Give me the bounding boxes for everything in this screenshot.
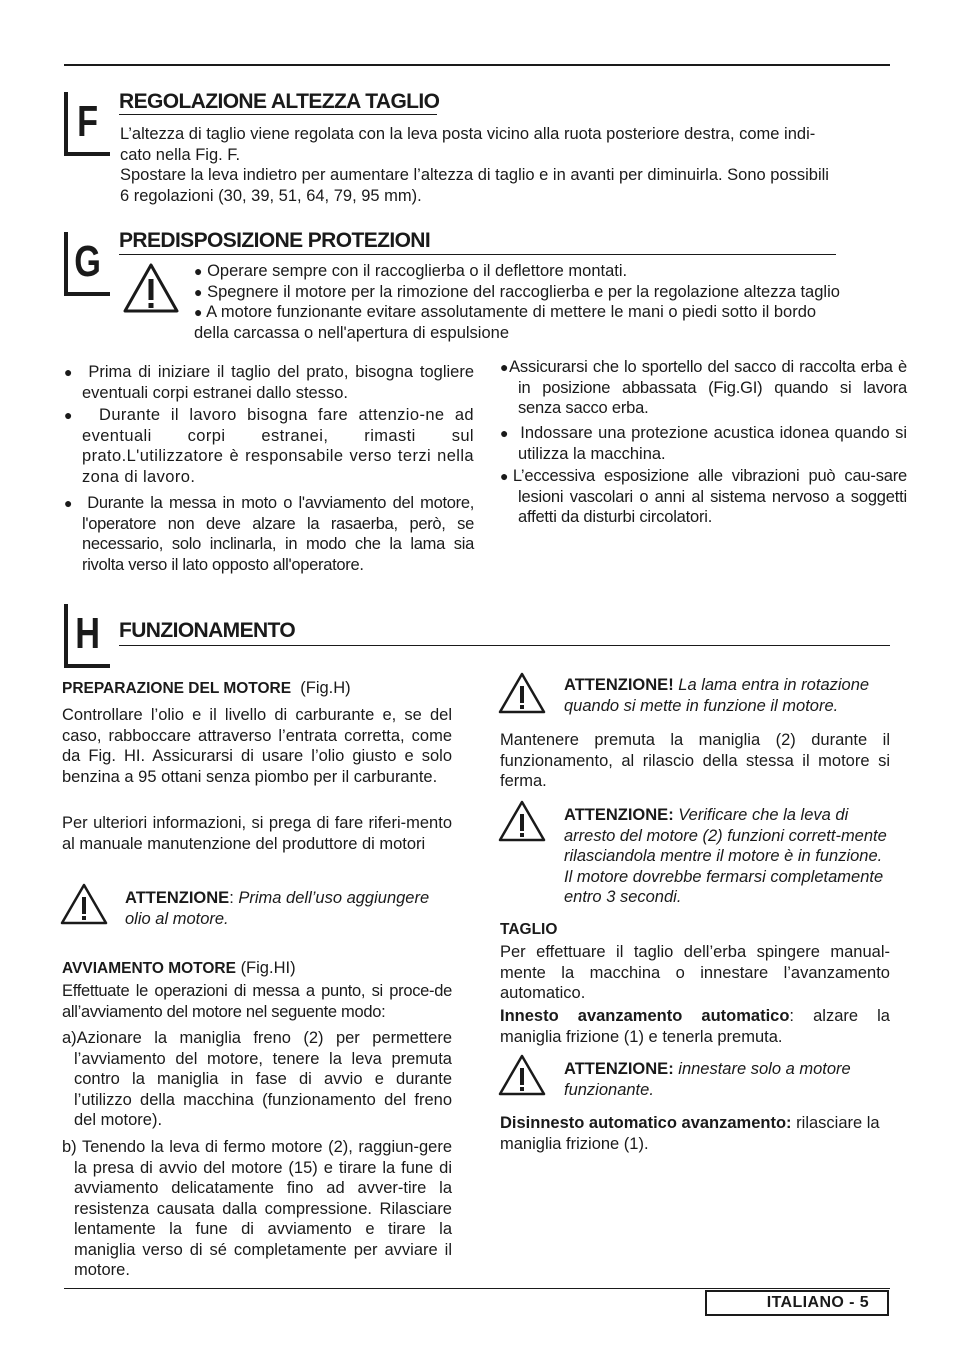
prep-title: PREPARAZIONE DEL MOTORE xyxy=(62,680,292,697)
prep-heading xyxy=(62,678,351,700)
attention-blade-label: ATTENZIONE! xyxy=(564,676,674,694)
g-left-bullet-1-text: Prima di iniziare il taglio del prato, bisogna togliere eventuali corpi estranei dallo stesso. xyxy=(82,363,474,402)
attention-oil-label: ATTENZIONE xyxy=(125,889,230,907)
g-warning-line-1: ● Operare sempre con il raccoglierba o il deflettore montati. xyxy=(194,262,628,280)
section-h-title: FUNZIONAMENTO xyxy=(119,619,296,642)
g-right-bullet-2-text: Indossare una protezione acustica idonea quando si utilizza la macchina. xyxy=(518,424,908,463)
g-left-bullet-1: ● Prima di iniziare il taglio del prato, bisogna togliere eventuali corpi estranei dallo stesso. xyxy=(64,363,474,402)
disinnesto-paragraph xyxy=(500,1113,890,1154)
section-f-letter-box xyxy=(64,92,110,156)
taglio-title: TAGLIO xyxy=(500,921,558,938)
section-h-letter-box xyxy=(64,604,110,668)
section-f-letter: F xyxy=(77,97,99,146)
page-footer-label: ITALIANO - 5 xyxy=(705,1290,889,1316)
section-f-line-1: L’altezza di taglio viene regolata con la leva posta vicino alla ruota posteriore destra, come indi- xyxy=(120,125,816,143)
warning-triangle-icon xyxy=(498,1054,546,1096)
section-f-title-underline xyxy=(119,114,437,115)
avv-step-b: b) Tenendo la leva di fermo motore (2), raggiun-gere la presa di avvio del motore (15) e tirare la fune di avviamento delicatamente fino ad avver-tire la resistenza causata dalla compressione. Rilasciare lentamente la fune di avviamento e tirare la maniglia verso di sé completamente per avviare il motore. xyxy=(62,1138,452,1279)
attention-engage-text: innestare solo a motore funzionante. xyxy=(564,1060,851,1099)
section-f-line-4: 6 regolazioni (30, 39, 51, 64, 79, 95 mm). xyxy=(120,187,422,205)
prep-paragraph-2: Per ulteriori informazioni, si prega di fare riferi-mento al manuale manutenzione del produttore di motori xyxy=(62,814,452,853)
section-f-line-3: Spostare la leva indietro per aumentare l’altezza di taglio e in avanti per diminuirla. Sono possibili xyxy=(120,166,829,184)
avv-heading xyxy=(62,958,296,980)
g-right-bullet-3: ●L’eccessiva esposizione alle vibrazioni può cau-sare lesioni vascolari o anni al sistema nervoso a soggetti affetti da disturbi circolatori. xyxy=(500,467,907,526)
attention-stop-lever-note xyxy=(564,805,890,908)
g-warning-text-2: Spegnere il motore per la rimozione del raccoglierba e per la regolazione altezza taglio xyxy=(207,283,840,301)
section-g-letter: G xyxy=(74,237,101,286)
attention-engage-label: ATTENZIONE: xyxy=(564,1060,674,1078)
prep-fig: (Fig.H) xyxy=(300,679,351,697)
g-right-bullet-1-text: Assicurarsi che lo sportello del sacco di raccolta erba è in posizione abbassata (Fig.GI) quando si lavora senza sacco erba. xyxy=(509,358,907,417)
section-f-line-2: cato nella Fig. F. xyxy=(120,146,241,164)
taglio-paragraph: Per effettuare il taglio dell’erba spingere manual-mente la macchina o innestare l’avanzamento automatico. xyxy=(500,943,890,1002)
g-warning-text-3a: A motore funzionante evitare assolutamente di mettere le mani o piedi sotto il bordo xyxy=(206,303,817,321)
prep-paragraph-1: Controllare l’olio e il livello di carburante e, se del caso, rabboccare attraverso l’entrata corretta, come da Fig. HI. Assicurarsi di usare l’olio giusto e solo benzina a 95 ottani senza piombo per il carburante. xyxy=(62,706,452,786)
attention-oil-text: Prima dell’uso aggiungere olio al motore. xyxy=(125,889,430,928)
g-warning-text-1: Operare sempre con il raccoglierba o il deflettore montati. xyxy=(207,262,628,280)
section-h-letter: H xyxy=(75,609,100,658)
avv-step-a: a)Azionare la maniglia freno (2) per permettere l’avviamento del motore, tenere la leva premuta contro la maniglia in fase di avvio e durante l’utilizzo della macchina (funzionamento del freno del motore). xyxy=(62,1029,452,1129)
g-left-bullet-2-text: Durante il lavoro bisogna fare attenzio-ne ad eventuali corpi estranei, rimasti sul prato.L'utilizzatore è responsabile verso terzi nella zona di lavoro. xyxy=(82,406,475,486)
g-warning-line-3: ● A motore funzionante evitare assolutamente di mettere le mani o piedi sotto il bordo xyxy=(194,303,817,321)
warning-triangle-icon xyxy=(498,800,546,842)
avv-fig: (Fig.HI) xyxy=(240,959,296,977)
g-left-bullet-3-text: Durante la messa in moto o l'avviamento del motore, l'operatore non deve alzare la rasaerba, però, se necessario, solo inclinarla, in modo che la lama sia rivolta verso il lato opposto all'operatore. xyxy=(82,494,474,574)
attention-blade-note xyxy=(564,675,890,716)
attention-blade-text: La lama entra in rotazione quando si mette in funzione il motore. xyxy=(564,676,870,715)
section-f-title: REGOLAZIONE ALTEZZA TAGLIO xyxy=(119,90,440,113)
attention-engage-note xyxy=(564,1059,890,1100)
section-g-title: PREDISPOSIZIONE PROTEZIONI xyxy=(119,229,431,252)
top-rule xyxy=(64,64,890,66)
g-right-bullet-3-text: L’eccessiva esposizione alle vibrazioni può cau-sare lesioni vascolari o anni al sistema nervoso a soggetti affetti da disturbi circolatori. xyxy=(512,467,907,526)
g-right-bullet-1: ●Assicurarsi che lo sportello del sacco di raccolta erba è in posizione abbassata (Fig.GI) quando si lavora senza sacco erba. xyxy=(500,358,907,417)
attention-stop-lever-label: ATTENZIONE: xyxy=(564,806,674,824)
section-h-title-underline xyxy=(119,645,890,646)
disinnesto-text: rilasciare la maniglia frizione (1). xyxy=(500,1114,880,1153)
g-right-bullet-2: ● Indossare una protezione acustica idonea quando si utilizza la macchina. xyxy=(500,424,908,463)
attention-oil-note: ATTENZIONE: Prima dell’uso aggiungere olio al motore. xyxy=(125,889,430,928)
g-warning-line-2: ● Spegnere il motore per la rimozione del raccoglierba e per la regolazione altezza taglio xyxy=(194,283,840,301)
g-left-bullet-3: ● Durante la messa in moto o l'avviamento del motore, l'operatore non deve alzare la rasaerba, però, se necessario, solo inclinarla, in modo che la lama sia rivolta verso il lato opposto all'operatore. xyxy=(64,494,474,574)
innesto-text: : alzare la maniglia frizione (1) e tenerla premuta. xyxy=(500,1007,890,1046)
attention-stop-lever-text: Verificare che la leva di arresto del motore (2) funzioni corrett-mente rilasciandola mentre il motore è in funzione. Il motore dovrebbe fermarsi completamente entro 3 secondi. xyxy=(564,806,887,906)
innesto-paragraph xyxy=(500,1006,890,1047)
warning-triangle-icon xyxy=(498,672,546,714)
warning-triangle-icon xyxy=(60,883,108,925)
innesto-label: Innesto avanzamento automatico xyxy=(500,1007,790,1025)
warning-triangle-icon xyxy=(122,262,180,314)
avv-paragraph-1: Effettuate le operazioni di messa a punto, si proce-de all’avviamento del motore nel seguente modo: xyxy=(62,982,452,1021)
avv-title: AVVIAMENTO MOTORE xyxy=(62,960,236,977)
bottom-rule xyxy=(64,1288,890,1289)
section-g-title-underline xyxy=(119,254,836,255)
g-left-bullet-2: ● Durante il lavoro bisogna fare attenzio-ne ad eventuali corpi estranei, rimasti sul prato.L'utilizzatore è responsabile verso terzi nella zona di lavoro. xyxy=(64,406,475,486)
section-g-letter-box xyxy=(64,232,110,296)
disinnesto-label: Disinnesto automatico avanzamento: xyxy=(500,1114,792,1132)
mant-paragraph: Mantenere premuta la maniglia (2) durante il funzionamento, al rilascio della stessa il motore si ferma. xyxy=(500,731,890,790)
g-warning-line-4: della carcassa o nell'apertura di espulsione xyxy=(194,324,510,342)
